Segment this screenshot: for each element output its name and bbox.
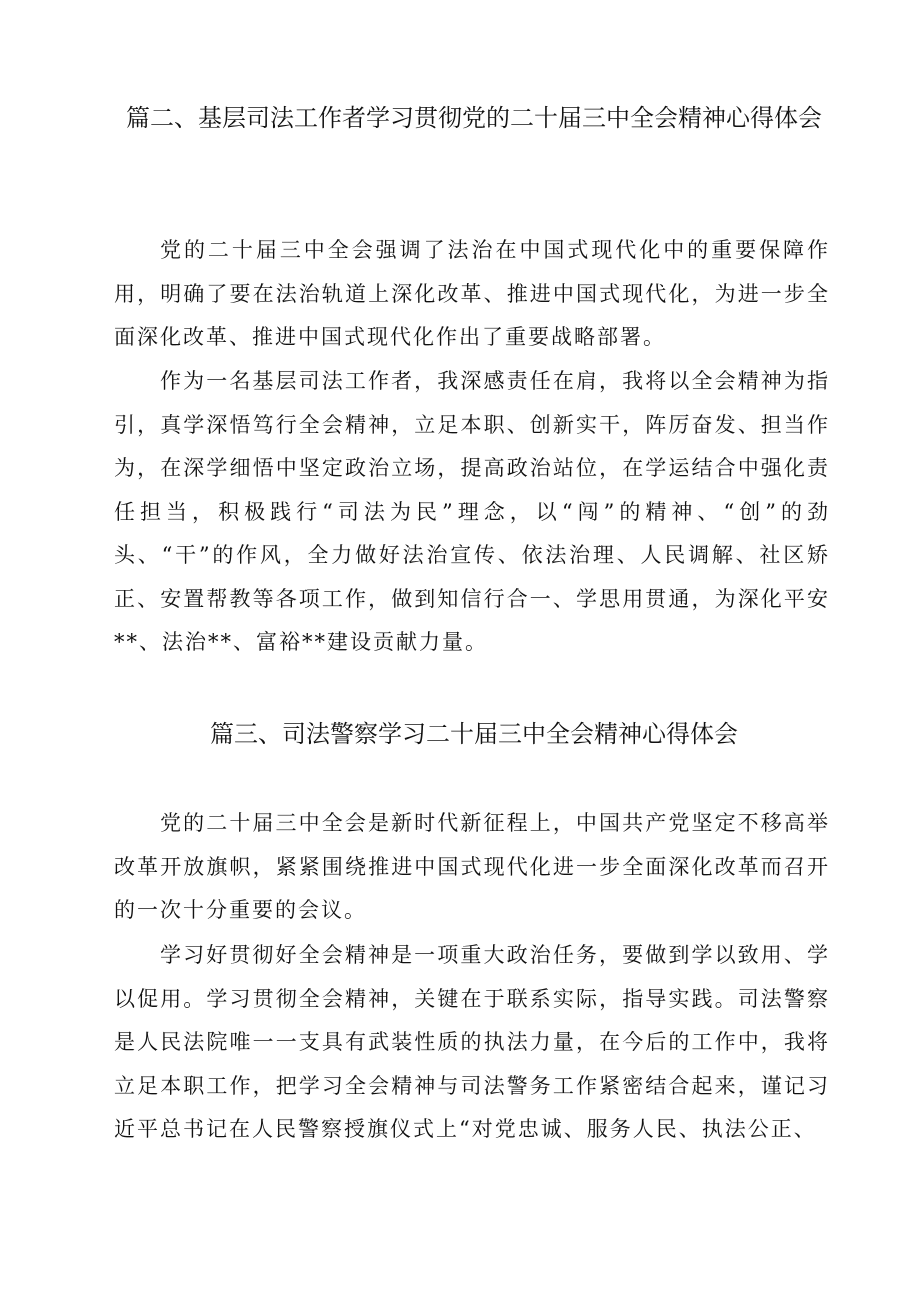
- section-two-paragraph-2: 作为一名基层司法工作者，我深感责任在肩，我将以全会精神为指引，真学深悟笃行全会精神，立足本职、创新实干，阵厉奋发、担当作为，在深学细悟中坚定政治立场，提高政治站位，在学运结合中强化责任担当，积极践行“司法为民”理念，以“闯”的精神、“创”的劲头、“干”的作风，全力做好法治宣传、依法治理、人民调解、社区矫正、安置帮教等各项工作，做到知信行合一、学思用贯通，为深化平安**、法治**、富裕**建设贡献力量。: [114, 369, 830, 654]
- section-three-paragraph-2: 学习好贯彻好全会精神是一项重大政治任务，要做到学以致用、学以促用。学习贯彻全会精神，关键在于联系实际，指导实践。司法警察是人民法院唯一一支具有武装性质的执法力量，在今后的工作中，我将立足本职工作，把学习全会精神与司法警务工作紧密结合起来，谨记习近平总书记在人民警察授旗仪式上“对党忠诚、服务人民、执法公正、: [114, 943, 830, 1141]
- section-two-title: 篇二、基层司法工作者学习贯彻党的二十届三中全会精神心得体会: [126, 104, 822, 132]
- section-three-title: 篇三、司法警察学习二十届三中全会精神心得体会: [210, 720, 738, 748]
- section-two-paragraph-1: 党的二十届三中全会强调了法治在中国式现代化中的重要保障作用，明确了要在法治轨道上深化改革、推进中国式现代化，为进一步全面深化改革、推进中国式现代化作出了重要战略部署。: [114, 238, 830, 349]
- section-three-paragraph-1: 党的二十届三中全会是新时代新征程上，中国共产党坚定不移高举改革开放旗帜，紧紧围绕推进中国式现代化进一步全面深化改革而召开的一次十分重要的会议。: [114, 811, 830, 922]
